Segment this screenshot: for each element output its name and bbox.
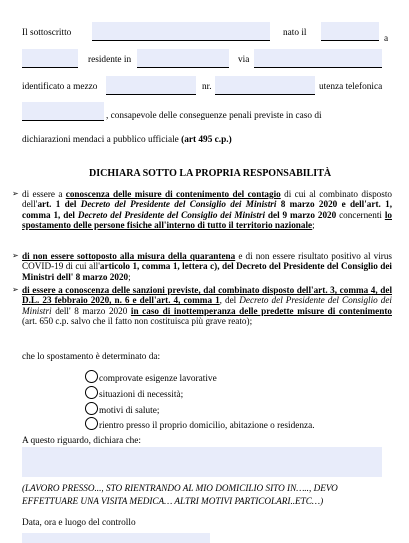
label-sottoscritto: Il sottoscritto	[22, 28, 72, 38]
radio-circle-icon[interactable]	[85, 417, 98, 430]
bullet-arrow-icon: ➢	[12, 189, 19, 198]
radio-circle-icon[interactable]	[85, 370, 98, 383]
label-utenza: utenza telefonica	[319, 82, 383, 92]
document-type-field[interactable]	[106, 76, 196, 95]
option-necessita[interactable]: situazioni di necessità;	[85, 386, 183, 400]
label-identificato: identificato a mezzo	[22, 82, 98, 92]
label-via: via	[238, 55, 250, 65]
radio-circle-icon[interactable]	[85, 386, 98, 399]
residence-city-field[interactable]	[137, 49, 229, 68]
bullet-sanzioni: ➢ di essere a conoscenza delle sanzioni previste, dal combinato disposto dell'art. 3, comma 4, del D.L. 23 febbraio 2020, n. 6 e dell'art. 4, comma 1, del Decreto del Presidente del Consiglio dei Ministri dell' 8 marzo 2020 in caso di inottemperanza delle predette misure di contenimento (art. 650 c.p. salvo che il fatto non costituisca più grave reato);	[12, 285, 392, 327]
declaration-heading: DICHIARA SOTTO LA PROPRIA RESPONSABILITÀ	[89, 168, 332, 179]
date-place-field[interactable]	[22, 533, 210, 543]
bullet-arrow-icon: ➢	[12, 285, 19, 294]
birth-place-field[interactable]	[22, 49, 78, 68]
example-text-line2: EFFETTUARE UNA VISITA MEDICA… ALTRI MOTIVI PARTICOLARI..ETC…)	[22, 496, 324, 506]
sottoscritto-field[interactable]	[92, 22, 270, 41]
reason-text-area[interactable]	[22, 447, 382, 477]
option-lavoro[interactable]: comprovate esigenze lavorative	[85, 370, 217, 384]
radio-circle-icon[interactable]	[85, 402, 98, 415]
spostamento-label: che lo spostamento è determinato da:	[22, 352, 161, 362]
bullet-arrow-icon: ➢	[12, 251, 19, 260]
residence-street-field[interactable]	[254, 49, 382, 68]
option-rientro[interactable]: rientro presso il proprio domicilio, abitazione o residenza.	[85, 417, 315, 431]
label-nr: nr.	[202, 82, 212, 92]
phone-field[interactable]	[22, 102, 104, 121]
birth-date-field[interactable]	[321, 22, 379, 41]
example-text-line1: (LAVORO PRESSO..., STO RIENTRANDO AL MIO DOMICILIO SITO IN….., DEVO	[22, 483, 338, 493]
dichiarazioni-text: dichiarazioni mendaci a pubblico ufficiale (art 495 c.p.)	[22, 135, 232, 145]
document-number-field[interactable]	[215, 76, 315, 95]
label-a: a	[384, 34, 389, 44]
label-nato: nato il	[283, 28, 307, 38]
option-salute[interactable]: motivi di salute;	[85, 402, 159, 416]
consapevole-text: , consapevole delle conseguenze penali previste in caso di	[106, 111, 322, 121]
bullet-conoscenza: ➢ di essere a conoscenza delle misure di contenimento del contagio di cui al combinato disposto dell'art. 1 del Decreto del Presidente del Consiglio dei Ministri 8 marzo 2020 e dell'art. 1, comma 1, del Decreto del Presidente del Consiglio dei Ministri del 9 marzo 2020 concernenti lo spostamento delle persone fisiche all'interno di tutto il territorio nazionale;	[12, 189, 393, 231]
bullet-quarantena: ➢ di non essere sottoposto alla misura della quarantena e di non essere risultato positivo al virus COVID-19 di cui all'articolo 1, comma 1, lettera c), del Decreto del Presidente del Consiglio dei Ministri dell' 8 marzo 2020;	[12, 251, 392, 282]
label-residente: residente in	[88, 55, 132, 65]
data-luogo-label: Data, ora e luogo del controllo	[22, 518, 136, 528]
riguardo-label: A questo riguardo, dichiara che:	[22, 436, 142, 446]
